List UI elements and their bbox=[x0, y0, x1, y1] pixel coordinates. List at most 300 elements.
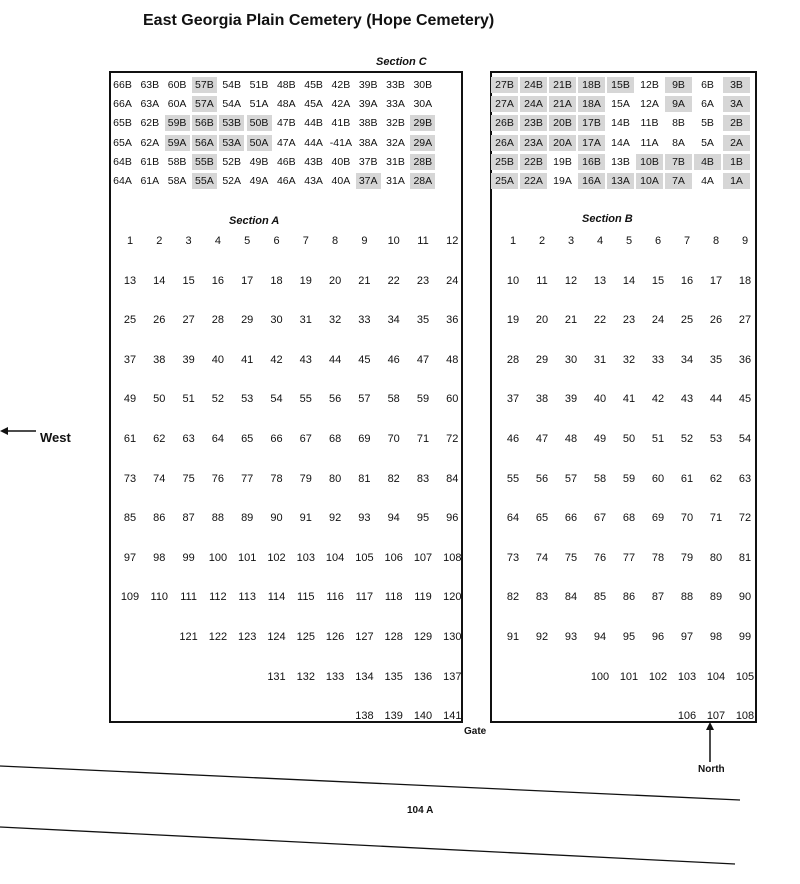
section-a-plot: 133 bbox=[325, 670, 345, 683]
section-c-plot: 5B bbox=[701, 117, 714, 130]
section-b-plot: 102 bbox=[648, 670, 668, 683]
section-b-plot: 64 bbox=[506, 512, 520, 525]
section-c-plot: 23A bbox=[520, 135, 547, 151]
section-a-plot: 71 bbox=[416, 433, 430, 445]
section-b-plot: 82 bbox=[506, 591, 520, 604]
section-c-plot: 29A bbox=[410, 135, 435, 151]
section-a-plot: 120 bbox=[443, 591, 462, 604]
section-c-plot: 49B bbox=[249, 155, 269, 168]
section-c-plot: 55B bbox=[192, 154, 217, 170]
section-c-plot: 65A bbox=[113, 136, 132, 149]
section-a-plot: 72 bbox=[446, 433, 459, 445]
section-a-plot: 40 bbox=[211, 353, 225, 366]
section-a-plot: 45 bbox=[358, 353, 371, 366]
section-c-plot: 19B bbox=[553, 155, 572, 168]
section-c-plot: 42B bbox=[331, 79, 351, 91]
section-c-plot: 40B bbox=[331, 155, 351, 168]
section-a-plot: 64 bbox=[211, 433, 225, 445]
section-a-plot: 16 bbox=[211, 274, 225, 287]
section-a-plot: 51 bbox=[182, 393, 195, 406]
section-a-plot: 89 bbox=[241, 512, 254, 525]
section-c-plot: 57B bbox=[192, 77, 217, 93]
section-a-plot: 140 bbox=[413, 710, 433, 723]
section-a-plot: 44 bbox=[328, 353, 342, 366]
section-a-plot: 109 bbox=[120, 591, 140, 604]
section-c-plot: 31A bbox=[386, 175, 405, 187]
section-b-plot: 21 bbox=[564, 314, 578, 327]
section-b-plot: 15 bbox=[651, 274, 665, 287]
section-b-plot: 29 bbox=[535, 353, 549, 366]
section-a-plot: 63 bbox=[182, 433, 195, 445]
section-c-plot: 66A bbox=[113, 98, 132, 111]
section-b-plot: 67 bbox=[593, 512, 607, 525]
north-arrow-icon bbox=[700, 722, 720, 764]
section-a-plot: 19 bbox=[299, 274, 312, 287]
section-a-plot: 60 bbox=[446, 393, 459, 406]
section-b-plot: 89 bbox=[709, 591, 723, 604]
section-a-plot: 31 bbox=[299, 314, 312, 327]
section-a-plot: 117 bbox=[355, 591, 374, 604]
section-a-plot: 108 bbox=[443, 551, 462, 564]
section-c-plot: 51B bbox=[249, 79, 269, 91]
section-c-plot: 37A bbox=[356, 173, 381, 189]
section-c-plot: 28A bbox=[410, 173, 435, 189]
section-c-plot: 39A bbox=[358, 98, 378, 111]
section-b-plot: 28 bbox=[506, 353, 520, 366]
section-c-plot: 65B bbox=[113, 117, 132, 130]
section-b-plot: 14 bbox=[622, 274, 636, 287]
section-a-plot: 23 bbox=[416, 274, 430, 287]
section-a-plot: 7 bbox=[302, 235, 309, 247]
section-c-plot: 9A bbox=[665, 96, 692, 112]
section-c-plot: 58A bbox=[167, 175, 187, 187]
section-b-plot: 90 bbox=[738, 591, 752, 604]
section-c-plot: 4B bbox=[694, 154, 721, 170]
section-a-plot: 116 bbox=[326, 591, 344, 604]
section-c-plot: 58B bbox=[167, 155, 187, 168]
section-a-plot: 26 bbox=[153, 314, 166, 327]
section-c-plot: 27A bbox=[491, 96, 518, 112]
section-b-plot: 104 bbox=[706, 670, 726, 683]
section-a-plot: 30 bbox=[270, 314, 283, 327]
section-a-plot: 78 bbox=[270, 472, 283, 485]
section-a-plot: 122 bbox=[208, 631, 228, 643]
section-c-plot: 14A bbox=[611, 136, 630, 149]
section-c-plot: 54B bbox=[222, 79, 242, 91]
section-c-plot: 50A bbox=[247, 135, 272, 151]
section-a-plot: 29 bbox=[241, 314, 254, 327]
section-c-plot: 57A bbox=[192, 96, 217, 112]
section-b-plot: 45 bbox=[738, 393, 752, 406]
section-a-plot: 58 bbox=[387, 393, 400, 406]
section-a-plot: 68 bbox=[328, 433, 342, 445]
section-c-plot: 42A bbox=[331, 98, 351, 111]
section-a-plot: 27 bbox=[182, 314, 195, 327]
section-c-plot: 43A bbox=[304, 175, 323, 187]
section-b-plot: 92 bbox=[535, 631, 549, 643]
section-a-plot: 127 bbox=[355, 631, 374, 643]
section-a-plot: 97 bbox=[123, 551, 137, 564]
section-c-plot: 50B bbox=[247, 115, 272, 131]
section-a-plot: 77 bbox=[241, 472, 254, 485]
section-b-plot: 84 bbox=[564, 591, 578, 604]
section-c-plot: 16B bbox=[578, 154, 605, 170]
section-a-plot: 41 bbox=[241, 353, 254, 366]
section-a-plot: 124 bbox=[267, 631, 286, 643]
section-b-plot: 52 bbox=[680, 433, 694, 445]
section-b-plot: 81 bbox=[738, 551, 752, 564]
section-a-plot: 39 bbox=[182, 353, 195, 366]
section-b-plot: 79 bbox=[680, 551, 694, 564]
section-b-plot: 60 bbox=[651, 472, 665, 485]
section-c-plot: 46B bbox=[276, 155, 296, 168]
section-c-plot: 33A bbox=[386, 98, 405, 111]
section-b-plot: 74 bbox=[535, 551, 549, 564]
section-a-plot: 2 bbox=[156, 235, 163, 247]
section-a-plot: 70 bbox=[387, 433, 400, 445]
section-c-plot: 13B bbox=[611, 155, 630, 168]
section-c-plot: 61A bbox=[140, 175, 160, 187]
section-a-plot: 114 bbox=[267, 591, 286, 604]
section-c-plot: 20B bbox=[549, 115, 576, 131]
section-a-plot: 1 bbox=[126, 235, 134, 247]
section-b-plot: 99 bbox=[738, 631, 752, 643]
section-b-plot: 87 bbox=[651, 591, 665, 604]
section-c-plot: 9B bbox=[665, 77, 692, 93]
section-a-plot: 9 bbox=[361, 235, 368, 247]
section-b-plot: 19 bbox=[506, 314, 520, 327]
section-a-plot: 6 bbox=[273, 235, 280, 247]
section-b-plot: 16 bbox=[680, 274, 694, 287]
section-c-plot: 11B bbox=[640, 117, 659, 130]
section-b-plot: 13 bbox=[593, 274, 607, 287]
section-b-plot: 70 bbox=[680, 512, 694, 525]
section-b-plot: 1 bbox=[509, 235, 517, 247]
section-c-plot: 31B bbox=[386, 155, 405, 168]
section-c-plot: 60B bbox=[167, 79, 187, 91]
section-a-plot: 84 bbox=[446, 472, 459, 485]
section-c-plot: 17A bbox=[578, 135, 605, 151]
section-b-plot: 61 bbox=[680, 472, 694, 485]
section-c-plot: 26B bbox=[491, 115, 518, 131]
section-a-plot: 125 bbox=[296, 631, 315, 643]
section-b-plot: 7 bbox=[683, 235, 691, 247]
section-b-plot: 86 bbox=[622, 591, 636, 604]
section-a-plot: 48 bbox=[446, 353, 459, 366]
section-a-plot: 37 bbox=[123, 353, 137, 366]
section-a-plot: 121 bbox=[179, 631, 198, 643]
section-c-plot: 8B bbox=[672, 117, 685, 130]
section-a-plot: 107 bbox=[413, 551, 433, 564]
section-c-plot: 52A bbox=[222, 175, 242, 187]
section-c-plot: 39B bbox=[358, 79, 378, 91]
section-b-plot: 49 bbox=[593, 433, 607, 445]
section-a-plot: 62 bbox=[153, 433, 166, 445]
section-c-plot: 2B bbox=[723, 115, 750, 131]
section-a-plot: 65 bbox=[241, 433, 254, 445]
section-a-plot: 139 bbox=[384, 710, 403, 723]
section-b-plot: 65 bbox=[535, 512, 549, 525]
section-c-plot: 7B bbox=[665, 154, 692, 170]
section-b-plot: 4 bbox=[596, 235, 604, 247]
section-a-plot: 28 bbox=[211, 314, 225, 327]
section-c-label: Section C bbox=[376, 56, 427, 68]
section-c-plot: 33B bbox=[386, 79, 405, 91]
section-c-plot: 56A bbox=[192, 135, 217, 151]
section-a-plot: 91 bbox=[299, 512, 312, 525]
section-b-plot: 72 bbox=[738, 512, 752, 525]
section-c-plot: 25B bbox=[491, 154, 518, 170]
section-a-plot: 25 bbox=[123, 314, 137, 327]
section-b-plot: 58 bbox=[593, 472, 607, 485]
section-c-plot: 6B bbox=[701, 79, 714, 91]
section-a-plot: 100 bbox=[208, 551, 228, 564]
section-c-plot: 12A bbox=[640, 98, 659, 111]
section-c-plot: 32B bbox=[386, 117, 405, 130]
section-b-plot: 95 bbox=[622, 631, 636, 643]
section-c-plot: 48B bbox=[276, 79, 296, 91]
section-b-plot: 27 bbox=[738, 314, 752, 327]
section-a-plot: 4 bbox=[214, 235, 221, 247]
section-a-plot: 119 bbox=[414, 591, 432, 604]
section-a-plot: 79 bbox=[299, 472, 312, 485]
section-b-plot: 17 bbox=[709, 274, 723, 287]
section-a-plot: 17 bbox=[241, 274, 254, 287]
section-b-plot: 37 bbox=[506, 393, 520, 406]
section-a-plot: 126 bbox=[325, 631, 345, 643]
section-b-plot: 46 bbox=[506, 433, 520, 445]
section-c-plot: 56B bbox=[192, 115, 217, 131]
section-a-plot: 81 bbox=[358, 472, 371, 485]
section-b-plot: 20 bbox=[535, 314, 549, 327]
section-a-plot: 86 bbox=[153, 512, 166, 525]
section-c-plot: 24A bbox=[520, 96, 547, 112]
section-c-plot: 62B bbox=[140, 117, 160, 130]
section-a-plot: 61 bbox=[123, 433, 137, 445]
section-a-plot: 10 bbox=[387, 235, 400, 247]
section-a-plot: 21 bbox=[358, 274, 371, 287]
section-a-plot: 131 bbox=[267, 670, 286, 683]
section-a-plot: 90 bbox=[270, 512, 283, 525]
section-a-plot: 14 bbox=[153, 274, 166, 287]
section-b-plot: 83 bbox=[535, 591, 549, 604]
section-b-plot: 41 bbox=[622, 393, 636, 406]
section-a-plot: 118 bbox=[384, 591, 403, 604]
section-a-plot: 56 bbox=[328, 393, 342, 406]
section-c-plot: 51A bbox=[249, 98, 269, 111]
section-b-plot: 77 bbox=[622, 551, 636, 564]
section-a-plot: 105 bbox=[355, 551, 374, 564]
road-label: 104 A bbox=[407, 805, 434, 816]
section-a-plot: 99 bbox=[182, 551, 195, 564]
gate-label: Gate bbox=[464, 726, 487, 737]
page-title: East Georgia Plain Cemetery (Hope Cemetery) bbox=[143, 12, 495, 29]
section-b-plot: 44 bbox=[709, 393, 723, 406]
section-a-plot: 101 bbox=[238, 551, 257, 564]
section-b-plot: 55 bbox=[506, 472, 520, 485]
section-a-plot: 110 bbox=[150, 591, 169, 604]
section-c-plot: 1A bbox=[723, 173, 750, 189]
section-c-plot: 45B bbox=[304, 79, 323, 91]
section-c-plot: 22B bbox=[520, 154, 547, 170]
section-a-plot: 24 bbox=[446, 274, 459, 287]
section-c-plot: 11A bbox=[640, 136, 659, 149]
west-label: West bbox=[40, 430, 71, 445]
section-b-plot: 101 bbox=[619, 670, 639, 683]
section-b-label: Section B bbox=[582, 213, 633, 225]
section-c-plot: 21B bbox=[549, 77, 576, 93]
section-c-plot: 12B bbox=[640, 79, 659, 91]
section-a-plot: 76 bbox=[211, 472, 225, 485]
section-a-plot: 80 bbox=[328, 472, 342, 485]
section-b-plot: 12 bbox=[564, 274, 578, 287]
section-c-plot: 20A bbox=[549, 135, 576, 151]
section-a-plot: 47 bbox=[416, 353, 430, 366]
section-b-plot: 93 bbox=[564, 631, 578, 643]
section-b-plot: 32 bbox=[622, 353, 636, 366]
section-b-plot: 80 bbox=[709, 551, 723, 564]
section-c-plot: 44B bbox=[304, 117, 323, 130]
section-a-plot: 85 bbox=[123, 512, 137, 525]
section-c-plot: 8A bbox=[672, 136, 685, 149]
section-c-plot: 48A bbox=[276, 98, 296, 111]
section-a-plot: 59 bbox=[416, 393, 430, 406]
section-c-plot: 61B bbox=[140, 155, 160, 168]
section-b-plot: 34 bbox=[680, 353, 694, 366]
section-a-plot: 137 bbox=[443, 670, 462, 683]
section-b-plot: 105 bbox=[735, 670, 755, 683]
section-c-plot: 10B bbox=[636, 154, 663, 170]
section-c-plot: 63A bbox=[140, 98, 160, 111]
section-a-plot: 49 bbox=[123, 393, 137, 406]
section-c-plot: 25A bbox=[491, 173, 518, 189]
section-c-plot: 64A bbox=[113, 175, 132, 187]
section-b-plot: 103 bbox=[677, 670, 697, 683]
section-a-plot: 92 bbox=[328, 512, 342, 525]
section-a-plot: 103 bbox=[296, 551, 315, 564]
section-c-plot: 22A bbox=[520, 173, 547, 189]
section-b-plot: 18 bbox=[738, 274, 752, 287]
section-c-plot: 23B bbox=[520, 115, 547, 131]
section-c-plot: 41B bbox=[331, 117, 351, 130]
section-a-plot: 69 bbox=[358, 433, 371, 445]
section-a-plot: 43 bbox=[299, 353, 312, 366]
section-c-plot: 60A bbox=[167, 98, 187, 111]
section-b-plot: 94 bbox=[593, 631, 607, 643]
section-a-plot: 112 bbox=[209, 591, 227, 604]
section-c-plot: 13A bbox=[607, 173, 634, 189]
section-b-plot: 47 bbox=[535, 433, 549, 445]
section-a-plot: 34 bbox=[387, 314, 400, 327]
section-c-plot: 63B bbox=[140, 79, 160, 91]
section-c-plot: 24B bbox=[520, 77, 547, 93]
section-b-plot: 98 bbox=[709, 631, 723, 643]
section-a-plot: 94 bbox=[387, 512, 400, 525]
section-a-plot: 95 bbox=[416, 512, 430, 525]
section-c-plot: 4A bbox=[701, 175, 714, 187]
section-a-plot: 138 bbox=[355, 710, 374, 723]
section-b-plot: 8 bbox=[712, 235, 720, 247]
section-a-plot: 141 bbox=[443, 710, 462, 723]
section-b-plot: 107 bbox=[706, 710, 726, 723]
section-b-plot: 30 bbox=[564, 353, 578, 366]
section-b-plot: 38 bbox=[535, 393, 549, 406]
section-a-plot: 20 bbox=[328, 274, 342, 287]
section-c-plot: 1B bbox=[723, 154, 750, 170]
north-label: North bbox=[698, 764, 725, 775]
section-a-plot: 11 bbox=[417, 235, 429, 247]
section-c-plot: 49A bbox=[249, 175, 269, 187]
section-a-plot: 129 bbox=[413, 631, 433, 643]
section-b-plot: 35 bbox=[709, 353, 723, 366]
section-c-plot: 14B bbox=[611, 117, 630, 130]
section-a-plot: 53 bbox=[241, 393, 254, 406]
section-b-plot: 73 bbox=[506, 551, 520, 564]
section-b-plot: 85 bbox=[593, 591, 607, 604]
section-a-plot: 32 bbox=[328, 314, 342, 327]
section-a-plot: 50 bbox=[153, 393, 166, 406]
section-c-plot: 53B bbox=[219, 115, 244, 131]
section-b-plot: 57 bbox=[564, 472, 578, 485]
section-b-plot: 75 bbox=[564, 551, 578, 564]
section-a-plot: 75 bbox=[182, 472, 195, 485]
section-b-plot: 68 bbox=[622, 512, 636, 525]
section-a-plot: 54 bbox=[270, 393, 283, 406]
section-a-plot: 18 bbox=[270, 274, 283, 287]
section-a-plot: 42 bbox=[270, 353, 283, 366]
section-b-plot: 42 bbox=[651, 393, 665, 406]
section-c-plot: 47B bbox=[276, 117, 296, 130]
section-c-plot: 19A bbox=[553, 175, 572, 187]
section-c-plot: 5A bbox=[701, 136, 714, 149]
section-c-plot: 18A bbox=[578, 96, 605, 112]
section-c-plot: 3A bbox=[723, 96, 750, 112]
section-c-plot: -41A bbox=[329, 136, 352, 149]
section-a-plot: 66 bbox=[270, 433, 283, 445]
section-c-plot: 47A bbox=[276, 136, 296, 149]
section-a-plot: 87 bbox=[182, 512, 195, 525]
section-b-plot: 59 bbox=[622, 472, 636, 485]
section-b-plot: 10 bbox=[506, 274, 520, 287]
section-a-plot: 38 bbox=[153, 353, 166, 366]
section-b-plot: 5 bbox=[625, 235, 633, 247]
section-a-plot: 136 bbox=[413, 670, 433, 683]
section-a-plot: 134 bbox=[355, 670, 374, 683]
section-a-plot: 15 bbox=[182, 274, 195, 287]
section-a-plot: 93 bbox=[358, 512, 371, 525]
section-a-plot: 98 bbox=[153, 551, 166, 564]
section-a-plot: 67 bbox=[299, 433, 312, 445]
section-c-plot: 30B bbox=[413, 79, 433, 91]
section-a-plot: 36 bbox=[446, 314, 459, 327]
section-b-plot: 9 bbox=[741, 235, 749, 247]
section-a-plot: 106 bbox=[384, 551, 403, 564]
section-b-plot: 76 bbox=[593, 551, 607, 564]
section-c-plot: 38A bbox=[358, 136, 378, 149]
section-a-plot: 22 bbox=[387, 274, 400, 287]
section-c-plot: 64B bbox=[113, 155, 132, 168]
section-a-plot: 88 bbox=[211, 512, 225, 525]
section-a-plot: 12 bbox=[446, 235, 459, 247]
section-c-plot: 7A bbox=[665, 173, 692, 189]
section-c-plot: 29B bbox=[410, 115, 435, 131]
section-b-plot: 3 bbox=[567, 235, 575, 247]
section-c-plot: 32A bbox=[386, 136, 405, 149]
section-b-plot: 26 bbox=[709, 314, 723, 327]
section-b-plot: 50 bbox=[622, 433, 636, 445]
section-c-plot: 2A bbox=[723, 135, 750, 151]
section-c-plot: 10A bbox=[636, 173, 663, 189]
